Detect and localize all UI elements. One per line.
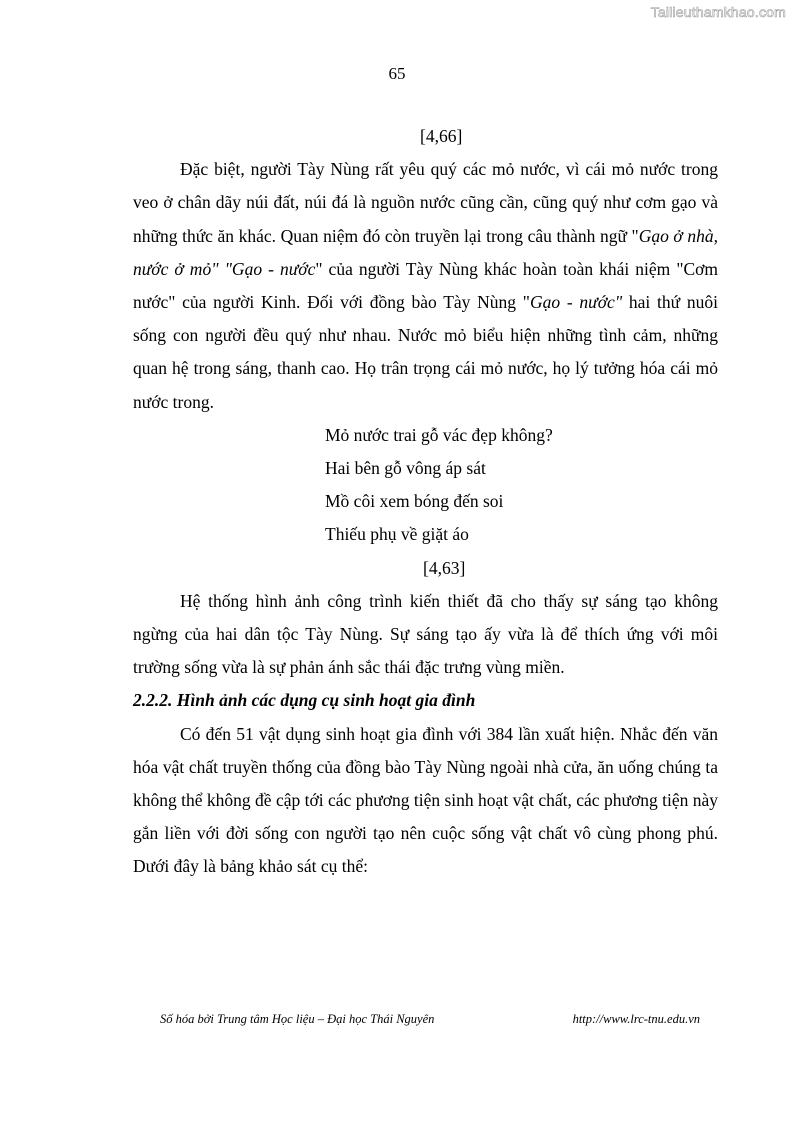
poem-line: Hai bên gỗ vông áp sát (325, 458, 486, 479)
footer-source: Số hóa bởi Trung tâm Học liệu – Đại học Thái Nguyên (160, 1012, 435, 1026)
watermark-text: Tailieuthamkhao.com (650, 4, 786, 20)
poem-line: Thiếu phụ về giặt áo (325, 524, 469, 545)
section-heading: 2.2.2. Hình ảnh các dụng cụ sinh hoạt gia đình (133, 690, 476, 711)
document-body (133, 120, 718, 884)
page-number: 65 (388, 64, 406, 83)
footer-url: http://www.lrc-tnu.edu.vn (572, 1012, 700, 1026)
paragraph-construction: Hệ thống hình ảnh công trình kiến thiết đã cho thấy sự sáng tạo không ngừng của hai dân tộc Tày Nùng. Sự sáng tạo ấy vừa là để thích ứng với môi trường sống vừa là sự phản ánh sắc thái đặc trưng vùng miền. (133, 590, 718, 678)
italic-quote: Gạo ở nhà, nước ở mỏ" "Gạo - nước (133, 225, 718, 279)
citation-reference-top: [4,66] (420, 126, 463, 146)
page-footer (160, 1012, 700, 1027)
paragraph-water-source (133, 153, 718, 419)
poem-line: Mỏ nước trai gỗ vác đẹp không? (325, 424, 553, 445)
paragraph-text-segment: " của người Tày Nùng khác hoàn toàn khái niệm "Cơm nước" của người Kinh. Đối với đồng bào Tày Nùng " (133, 258, 719, 313)
italic-quote: Gạo - nước" (529, 292, 623, 313)
paragraph-text-segment: hai thứ nuôi sống con người đều quý như nhau. Nước mỏ biểu hiện những tình cảm, những quan hệ trong sáng, thanh cao. Họ trân trọng cái mỏ nước, họ lý tưởng hóa cái mỏ nước trong. (133, 292, 719, 412)
poem-line: Mồ côi xem bóng đến soi (325, 491, 504, 512)
citation-reference-poem: [4,63] (423, 557, 466, 578)
paragraph-text-segment: Đặc biệt, người Tày Nùng rất yêu quý các mỏ nước, vì cái mỏ nước trong veo ở chân dãy núi đất, núi đá là nguồn nước cũng cần, cũng quý như cơm gạo và những thức ăn khác. Quan niệm đó còn truyền lại trong câu thành ngữ " (133, 159, 718, 246)
paragraph-household-items: Có đến 51 vật dụng sinh hoạt gia đình với 384 lần xuất hiện. Nhắc đến văn hóa vật chất truyền thống của đồng bào Tày Nùng ngoài nhà cửa, ăn uống chúng ta không thể không đề cập tới các phương tiện sinh hoạt vật chất, các phương tiện này gắn liền với đời sống con người tạo nên cuộc sống vật chất vô cùng phong phú. Dưới đây là bảng khảo sát cụ thể: (133, 723, 718, 877)
poem-block (133, 419, 718, 552)
